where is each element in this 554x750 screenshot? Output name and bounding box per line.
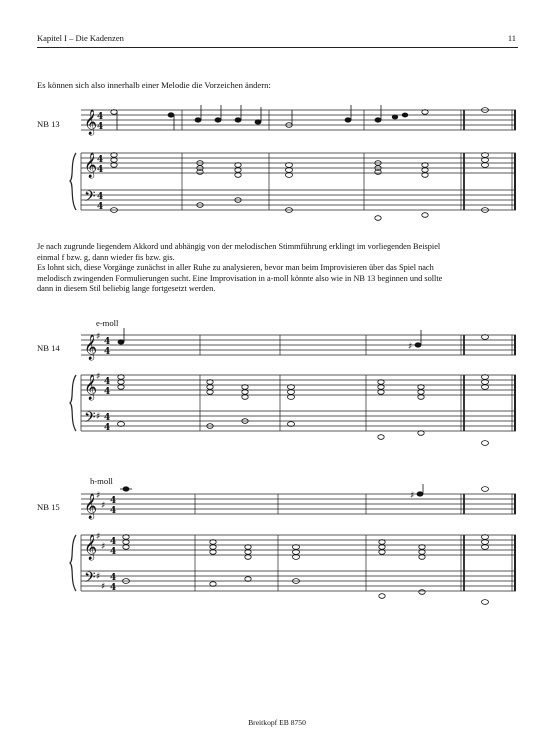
svg-text:4: 4 [97,122,104,132]
svg-text:4: 4 [104,347,111,357]
svg-text:4: 4 [97,192,104,202]
svg-text:4: 4 [110,496,117,506]
svg-text:4: 4 [97,112,104,122]
svg-text:4: 4 [110,583,117,593]
example-label-nb15: NB 15 [37,502,60,512]
example-nb15-score [0,484,554,614]
svg-text:♯: ♯ [96,412,101,422]
svg-text:𝄞: 𝄞 [84,375,98,400]
svg-text:♯: ♯ [101,542,106,552]
svg-text:4: 4 [97,202,104,212]
svg-text:♯: ♯ [408,342,413,352]
svg-text:4: 4 [104,377,111,387]
svg-text:4: 4 [104,387,111,397]
svg-text:4: 4 [104,413,111,423]
svg-text:𝄢: 𝄢 [84,569,96,590]
svg-text:𝄢: 𝄢 [84,188,96,209]
svg-text:𝄞: 𝄞 [84,494,98,519]
svg-text:♯: ♯ [96,372,101,382]
svg-text:♯: ♯ [410,491,415,501]
running-header: Kapitel I – Die Kadenzen [37,33,124,43]
svg-text:4: 4 [97,155,104,165]
svg-text:♯: ♯ [96,572,101,582]
piano-bass-staff [81,190,516,210]
body-paragraph [37,242,512,295]
svg-text:4: 4 [97,165,104,175]
svg-text:𝄞: 𝄞 [84,335,98,360]
svg-text:♯: ♯ [96,332,101,342]
svg-text:4: 4 [104,423,111,433]
example-nb13-score [0,100,554,230]
page-number: 11 [507,33,516,43]
para-line-4: melodisch zwingenden Formulierungen sucht. Eine Improvisation in a-moll könnte also wie in NB 13 beginnen und sollte [37,273,443,283]
svg-text:♯: ♯ [101,582,106,592]
example-nb14-score [0,325,554,455]
svg-text:4: 4 [104,337,111,347]
para-line-2: einmal f bzw. g, dann wieder fis bzw. gis. [37,252,175,262]
melody-staff [81,110,516,130]
svg-text:𝄢: 𝄢 [84,409,96,430]
key-label-nb14: e-moll [96,318,119,328]
para-line-1: Je nach zugrunde liegendem Akkord und abhängig von der melodischen Stimmführung erklingt im vorliegenden Beispiel [37,242,441,251]
svg-text:𝄞: 𝄞 [84,110,98,135]
svg-text:♯: ♯ [101,501,106,511]
svg-text:4: 4 [110,547,117,557]
intro-text: Es können sich also innerhalb einer Melodie die Vorzeichen ändern: [37,80,271,90]
svg-text:4: 4 [110,506,117,516]
example-label-nb13: NB 13 [37,119,60,129]
piano-treble-staff [81,153,516,173]
para-line-5: dann in diesem Stil beliebig lange fortgesetzt werden. [37,284,216,294]
svg-text:𝄞: 𝄞 [84,535,98,560]
key-label-nb15: h-moll [90,476,113,486]
svg-text:♯: ♯ [96,532,101,542]
header-rule [37,47,518,48]
svg-text:♯: ♯ [96,491,101,501]
svg-text:𝄞: 𝄞 [84,153,98,178]
example-label-nb14: NB 14 [37,343,60,353]
para-line-3: Es lohnt sich, diese Vorgänge zunächst in aller Ruhe zu analysieren, bevor man beim Improvisieren über das Spiel nach [37,263,434,273]
svg-text:4: 4 [110,573,117,583]
svg-text:4: 4 [110,537,117,547]
footer-publisher: Breitkopf EB 8750 [248,718,306,727]
